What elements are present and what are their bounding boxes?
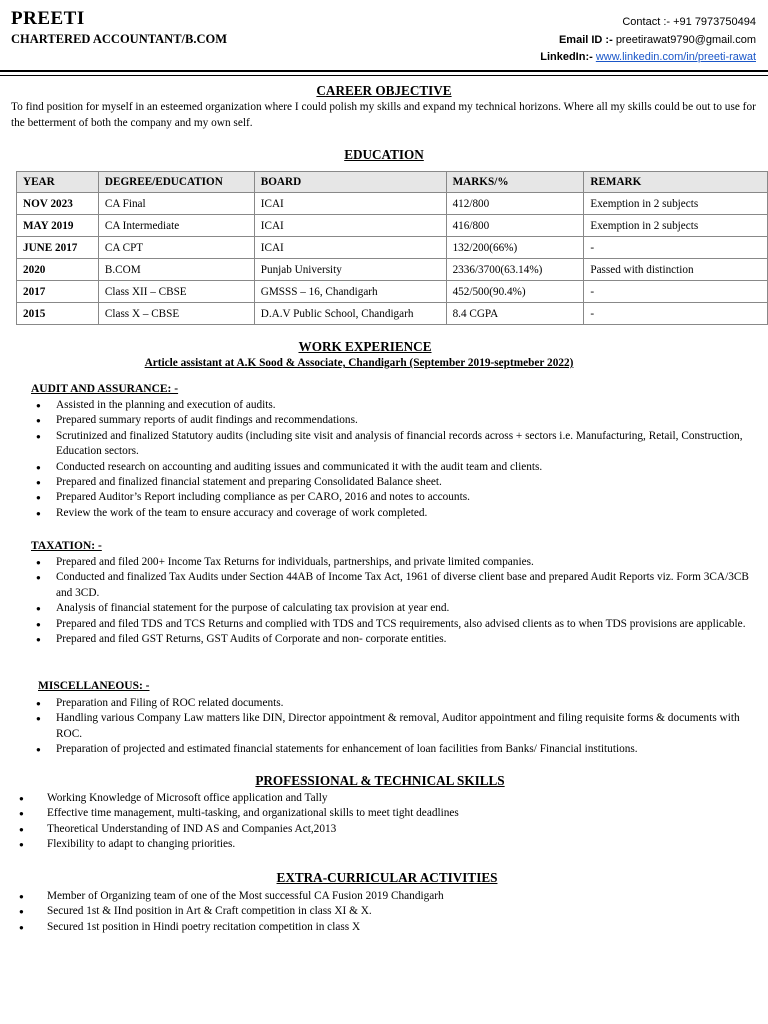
taxation-section-title: TAXATION: -	[31, 540, 102, 552]
list-item: ● Prepared and filed GST Returns, GST Audits of Corporate and non- corporate entities.	[30, 632, 750, 647]
col-marks: MARKS/%	[446, 172, 584, 193]
contact-linkedin-line	[540, 49, 756, 67]
cell-marks: 132/200(66%)	[446, 237, 584, 259]
cell-year: 2017	[17, 281, 99, 303]
list-item: ● Assisted in the planning and execution of audits.	[30, 398, 750, 413]
cell-board: D.A.V Public School, Chandigarh	[254, 303, 446, 325]
cell-remark: Exemption in 2 subjects	[584, 193, 768, 215]
contact-phone: Contact :- +91 7973750494	[622, 16, 756, 28]
cell-board: ICAI	[254, 193, 446, 215]
skills-heading: PROFESSIONAL & TECHNICAL SKILLS	[255, 773, 505, 788]
list-item: ● Flexibility to adapt to changing priorities.	[10, 837, 750, 852]
cell-year: JUNE 2017	[17, 237, 99, 259]
email-value: preetirawat9790@gmail.com	[615, 33, 756, 46]
cell-marks: 416/800	[446, 215, 584, 237]
list-item: ● Handling various Company Law matters like DIN, Director appointment & removal, Auditor appointment and filing requisite forms & documents with ROC.	[30, 711, 750, 742]
misc-section-title: MISCELLANEOUS: -	[38, 680, 150, 692]
cell-year: MAY 2019	[17, 215, 99, 237]
cell-remark: -	[584, 303, 768, 325]
cell-board: ICAI	[254, 237, 446, 259]
table-row	[17, 193, 768, 215]
list-item: ● Conducted research on accounting and auditing issues and communicated it with the audit team and clients.	[30, 460, 750, 475]
cell-degree: Class XII – CBSE	[98, 281, 254, 303]
list-item: ● Review the work of the team to ensure accuracy and coverage of work completed.	[30, 506, 750, 521]
list-item: ● Preparation and Filing of ROC related documents.	[30, 696, 750, 711]
linkedin-link[interactable]: www.linkedin.com/in/preeti-rawat	[595, 51, 756, 63]
cell-remark: -	[584, 281, 768, 303]
cell-remark: -	[584, 237, 768, 259]
cell-board: GMSSS – 16, Chandigarh	[254, 281, 446, 303]
cell-board: Punjab University	[254, 259, 446, 281]
cell-degree: B.COM	[98, 259, 254, 281]
cell-marks: 452/500(90.4%)	[446, 281, 584, 303]
taxation-list	[30, 555, 750, 647]
email-label: Email ID :-	[558, 33, 616, 46]
list-item: ● Secured 1st position in Hindi poetry recitation competition in class X	[10, 920, 750, 935]
cell-degree: CA Intermediate	[98, 215, 254, 237]
list-item: ● Effective time management, multi-tasking, and organizational skills to meet tight deadlines	[10, 806, 750, 821]
objective-text: To find position for myself in an esteemed organization where I could polish my skills and expand my technical horizons. Where all my skills could be out to use for the betterment of both the company and my own self.	[11, 101, 756, 129]
cell-marks: 412/800	[446, 193, 584, 215]
cell-year: NOV 2023	[17, 193, 99, 215]
table-row	[17, 281, 768, 303]
cell-marks: 2336/3700(63.14%)	[446, 259, 584, 281]
header-divider-thin	[0, 75, 768, 76]
list-item: ● Prepared and filed TDS and TCS Returns and complied with TDS and TCS requirements, also advised clients as to when TDS provisions are applicable.	[30, 617, 750, 632]
work-subheading: Article assistant at A.K Sood & Associate, Chandigarh (September 2019-septmeber 2022)	[144, 357, 574, 369]
list-item: ● Working Knowledge of Microsoft office application and Tally	[10, 791, 750, 806]
misc-list	[30, 696, 750, 758]
table-row	[17, 215, 768, 237]
extra-list	[10, 889, 750, 935]
education-heading: EDUCATION	[344, 147, 424, 162]
list-item: ● Prepared Auditor’s Report including compliance as per CARO, 2016 and notes to accounts.	[30, 490, 750, 505]
candidate-name: PREETI	[11, 8, 85, 29]
education-header-row	[17, 172, 768, 193]
linkedin-label: LinkedIn:-	[540, 51, 596, 63]
candidate-title: CHARTERED ACCOUNTANT/B.COM	[11, 32, 228, 46]
col-year: YEAR	[17, 172, 99, 193]
list-item: ● Conducted and finalized Tax Audits under Section 44AB of Income Tax Act, 1961 of diverse client base and prepared Audit Reports viz. Form 3CA/3CB and 3CD.	[30, 570, 750, 601]
col-remark: REMARK	[584, 172, 768, 193]
cell-year: 2015	[17, 303, 99, 325]
list-item: ● Prepared and filed 200+ Income Tax Returns for individuals, partnerships, and private limited companies.	[30, 555, 750, 570]
work-heading: WORK EXPERIENCE	[298, 339, 432, 354]
table-row	[17, 237, 768, 259]
audit-list	[30, 398, 750, 521]
cell-degree: CA CPT	[98, 237, 254, 259]
list-item: ● Prepared and finalized financial statement and preparing Consolidated Balance sheet.	[30, 475, 750, 490]
audit-section-title: AUDIT AND ASSURANCE: -	[31, 383, 179, 395]
list-item: ● Preparation of projected and estimated financial statements for enhancement of loan facilities from Banks/ Financial institutions.	[30, 742, 750, 757]
table-row	[17, 259, 768, 281]
list-item: ● Prepared summary reports of audit findings and recommendations.	[30, 413, 750, 428]
contact-email-line	[540, 32, 756, 50]
list-item: ● Member of Organizing team of one of the Most successful CA Fusion 2019 Chandigarh	[10, 889, 750, 904]
list-item: ● Secured 1st & IInd position in Art & Craft competition in class XI & X.	[10, 904, 750, 919]
list-item: ● Theoretical Understanding of IND AS and Companies Act,2013	[10, 822, 750, 837]
cell-remark: Passed with distinction	[584, 259, 768, 281]
education-table	[16, 171, 768, 325]
header-divider-thick	[0, 70, 768, 72]
table-row	[17, 303, 768, 325]
objective-heading: CAREER OBJECTIVE	[316, 83, 452, 98]
list-item: ● Analysis of financial statement for the purpose of calculating tax provision at year end.	[30, 601, 750, 616]
extra-heading: EXTRA-CURRICULAR ACTIVITIES	[276, 870, 498, 885]
col-board: BOARD	[254, 172, 446, 193]
cell-degree: CA Final	[98, 193, 254, 215]
cell-remark: Exemption in 2 subjects	[584, 215, 768, 237]
list-item: ● Scrutinized and finalized Statutory audits (including site visit and analysis of financial records across + sectors i.e. Manufacturing, Retail, Construction, Education sectors.	[30, 429, 750, 460]
cell-year: 2020	[17, 259, 99, 281]
cell-degree: Class X – CBSE	[98, 303, 254, 325]
skills-list	[10, 791, 750, 853]
cell-board: ICAI	[254, 215, 446, 237]
col-degree: DEGREE/EDUCATION	[98, 172, 254, 193]
contact-block	[540, 14, 756, 67]
cell-marks: 8.4 CGPA	[446, 303, 584, 325]
